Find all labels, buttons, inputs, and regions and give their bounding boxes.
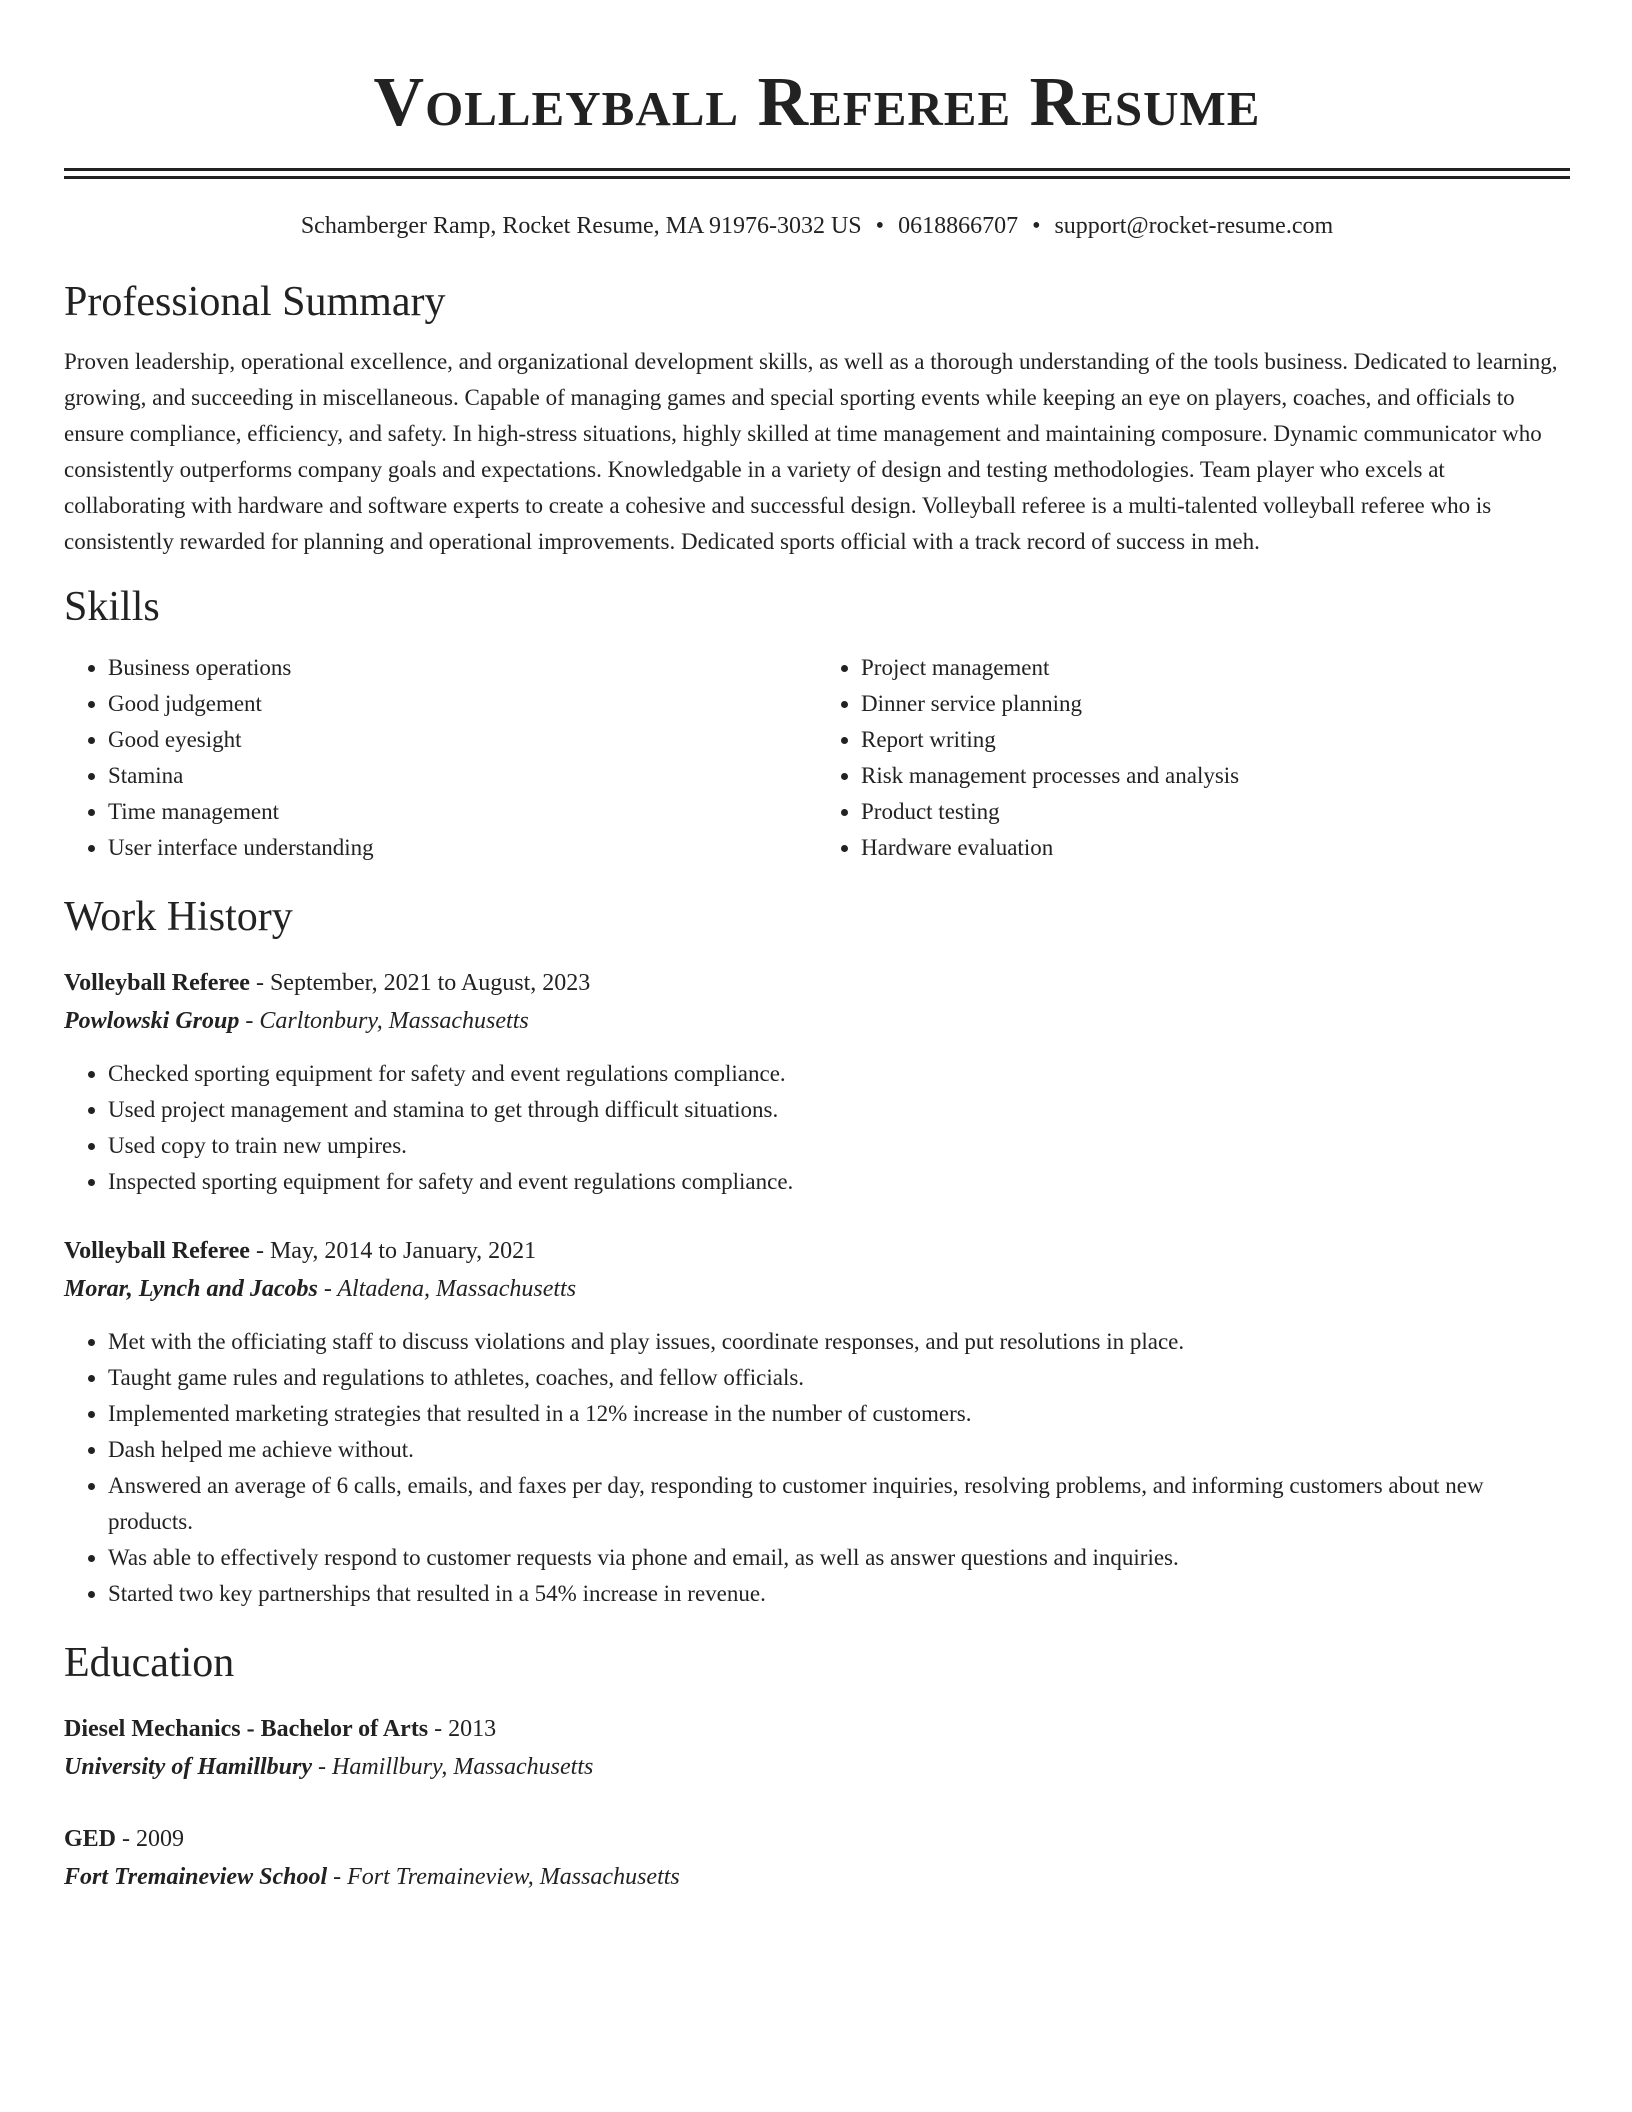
skills-heading: Skills <box>64 584 160 630</box>
title-double-rule <box>64 168 1570 179</box>
job-company: Morar, Lynch and Jacobs <box>64 1276 318 1302</box>
job-title-line <box>64 1232 1570 1270</box>
contact-phone: 0618866707 <box>898 213 1019 239</box>
education-degree: GED <box>64 1826 117 1852</box>
job-title: Volleyball Referee <box>64 970 250 996</box>
skills-column-left <box>64 650 817 866</box>
education-year: 2013 <box>448 1716 497 1742</box>
education-school-line <box>64 1858 1570 1896</box>
skill-item: • Dinner service planning <box>861 686 1570 722</box>
contact-address: Schamberger Ramp, Rocket Resume, MA 91976-3032 US <box>300 213 862 239</box>
job-bullet: • Checked sporting equipment for safety and event regulations compliance. <box>108 1056 1570 1092</box>
job-bullets <box>64 1324 1570 1612</box>
education-school: University of Hamillbury <box>64 1754 312 1780</box>
skill-item: • Hardware evaluation <box>861 830 1570 866</box>
job-bullet: • Taught game rules and regulations to athletes, coaches, and fellow officials. <box>108 1360 1570 1396</box>
summary-heading: Professional Summary <box>64 279 446 325</box>
job-dates: May, 2014 to January, 2021 <box>269 1238 537 1264</box>
skill-item: • User interface understanding <box>108 830 817 866</box>
contact-email: support@rocket-resume.com <box>1054 213 1334 239</box>
skill-item: • Project management <box>861 650 1570 686</box>
contact-separator: • <box>1032 213 1041 239</box>
job-bullet: • Implemented marketing strategies that resulted in a 12% increase in the number of customers. <box>108 1396 1570 1432</box>
education-school-line <box>64 1748 1570 1786</box>
skill-item: • Time management <box>108 794 817 830</box>
education-location: Fort Tremaineview, Massachusetts <box>347 1864 680 1890</box>
dash: - <box>255 970 264 996</box>
resume-page <box>64 0 1570 1896</box>
job-company: Powlowski Group <box>64 1008 240 1034</box>
dash: - <box>434 1716 443 1742</box>
job-company-line <box>64 1270 1570 1308</box>
job-location: Altadena, Massachusetts <box>337 1276 577 1302</box>
dash: - <box>318 1754 326 1780</box>
education-school: Fort Tremaineview School <box>64 1864 328 1890</box>
education-location: Hamillbury, Massachusetts <box>332 1754 594 1780</box>
job-bullet: • Used copy to train new umpires. <box>108 1128 1570 1164</box>
job-location: Carltonbury, Massachusetts <box>259 1008 529 1034</box>
job-bullet: • Dash helped me achieve without. <box>108 1432 1570 1468</box>
contact-line <box>64 211 1570 241</box>
resume-title: Volleyball Referee Resume <box>373 64 1261 141</box>
education-degree-line <box>64 1820 1570 1858</box>
job-title-line <box>64 964 1570 1002</box>
job-bullets <box>64 1056 1570 1200</box>
job-bullet: • Met with the officiating staff to discuss violations and play issues, coordinate responses, and put resolutions in place. <box>108 1324 1570 1360</box>
dash: - <box>255 1238 264 1264</box>
job-bullet: • Answered an average of 6 calls, emails, and faxes per day, responding to customer inquiries, resolving problems, and informing customers about new products. <box>108 1468 1570 1540</box>
skill-item: • Good judgement <box>108 686 817 722</box>
dash: - <box>323 1276 332 1302</box>
skill-item: • Business operations <box>108 650 817 686</box>
skill-item: • Report writing <box>861 722 1570 758</box>
education-year: 2009 <box>136 1826 185 1852</box>
summary-text: Proven leadership, operational excellence, and organizational development skills, as well as a thorough understanding of the tools business. Dedicated to learning, growing, and succeeding in miscellaneous. Capable of managing games and special sporting events while keeping an eye on players, coaches, and officials to ensure compliance, efficiency, and safety. In high-stress situations, highly skilled at time management and maintaining composure. Dynamic communicator who consistently outperforms company goals and expectations. Knowledgable in a variety of design and testing methodologies. Team player who excels at collaborating with hardware and software experts to create a cohesive and successful design. Volleyball referee is a multi-talented volleyball referee who is consistently rewarded for planning and operational improvements. Dedicated sports official with a track record of success in meh. <box>64 349 1558 554</box>
education-heading: Education <box>64 1640 235 1686</box>
dash: - <box>333 1864 342 1890</box>
skills-column-right <box>817 650 1570 866</box>
job-dates: September, 2021 to August, 2023 <box>269 970 591 996</box>
work-history-heading: Work History <box>64 894 293 940</box>
job-bullet: • Started two key partnerships that resulted in a 54% increase in revenue. <box>108 1576 1570 1612</box>
job-company-line <box>64 1002 1570 1040</box>
job-bullet: • Was able to effectively respond to customer requests via phone and email, as well as answer questions and inquiries. <box>108 1540 1570 1576</box>
dash: - <box>245 1008 254 1034</box>
job-bullet: • Inspected sporting equipment for safety and event regulations compliance. <box>108 1164 1570 1200</box>
job-bullet: • Used project management and stamina to get through difficult situations. <box>108 1092 1570 1128</box>
education-degree-line <box>64 1710 1570 1748</box>
job-title: Volleyball Referee <box>64 1238 250 1264</box>
skill-item: • Stamina <box>108 758 817 794</box>
contact-separator: • <box>875 213 885 239</box>
skills-list <box>64 650 1570 866</box>
skill-item: • Product testing <box>861 794 1570 830</box>
education-degree: Diesel Mechanics - Bachelor of Arts <box>64 1716 429 1742</box>
skill-item: • Risk management processes and analysis <box>861 758 1570 794</box>
skill-item: • Good eyesight <box>108 722 817 758</box>
dash: - <box>122 1826 131 1852</box>
